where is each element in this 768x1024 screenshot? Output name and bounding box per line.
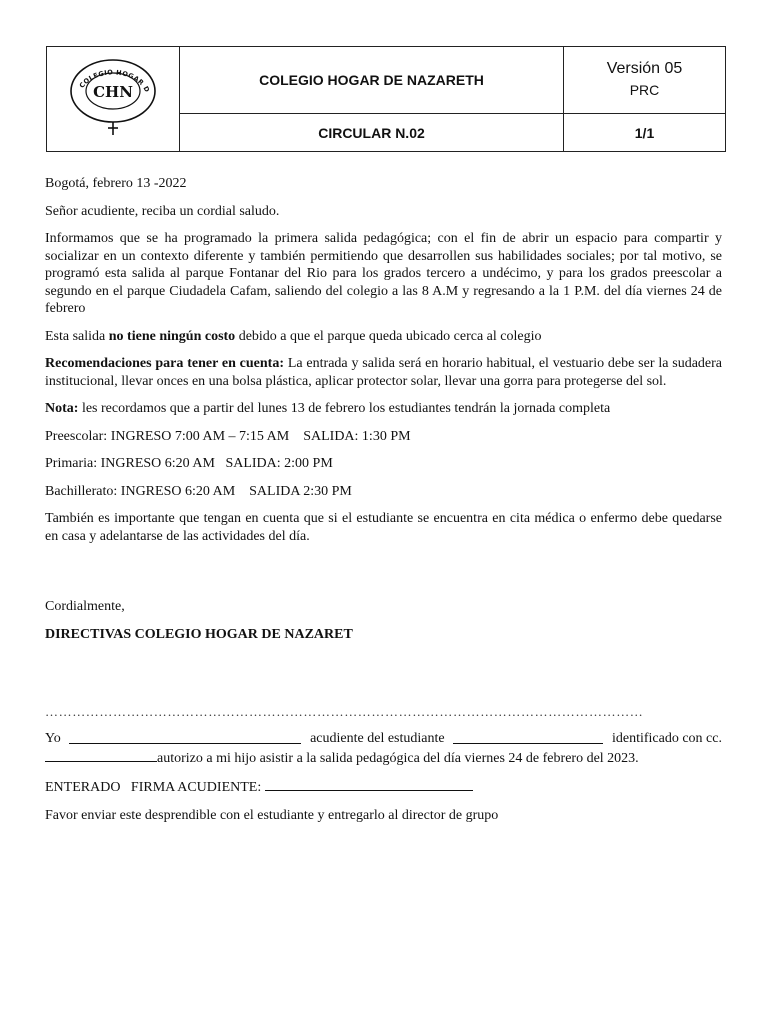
document-header xyxy=(46,46,726,152)
version-cell xyxy=(564,47,726,114)
guardian-signature-field[interactable] xyxy=(265,777,473,791)
version-label: Versión 05 xyxy=(606,60,683,77)
letter-paragraph-final: También es importante que tengan en cuenta que si el estudiante se encuentra en cita médica o enfermo debe quedarse en casa y adelantarse de las actividades del día. xyxy=(45,511,722,544)
student-name-field[interactable] xyxy=(453,730,603,744)
schedule-bachillerato: Bachillerato: INGRESO 6:20 AM SALIDA 2:30 PM xyxy=(45,483,352,499)
logo-ring-text: COLEGIO HOGAR D xyxy=(77,67,152,94)
school-title: COLEGIO HOGAR DE NAZARETH xyxy=(180,47,564,114)
cost-emphasis: no tiene ningún costo xyxy=(108,328,236,344)
letter-greeting: Señor acudiente, reciba un cordial saludo. xyxy=(45,203,280,219)
page-number: 1/1 xyxy=(564,114,726,152)
guardian-name-field[interactable] xyxy=(69,730,301,744)
schedule-preescolar: Preescolar: INGRESO 7:00 AM – 7:15 AM SALIDA: 1:30 PM xyxy=(45,428,411,444)
letter-signature: DIRECTIVAS COLEGIO HOGAR DE NAZARET xyxy=(45,626,353,642)
letter-paragraph-main: Informamos que se ha programado la primera salida pedagógica; con el fin de abrir un espacio para compartir y socializar en un contexto diferente y también permitiendo que desarrollen sus habilidades sociales; por tal motivo, se programó esta salida al parque Fontanar del Rio para los grados tercero a undécimo, y para los grados preescolar a segundo en el parque Ciudadela Cafam, saliendo del colegio a las 8 A.M y regresando a la 1 P.M. del día viernes 24 de febrero xyxy=(45,231,722,316)
signature-line: ENTERADO FIRMA ACUDIENTE: xyxy=(45,777,722,797)
schedule-primaria: Primaria: INGRESO 6:20 AM SALIDA: 2:00 PM xyxy=(45,456,333,471)
school-logo xyxy=(58,53,168,143)
letter-date: Bogotá, febrero 13 -2022 xyxy=(45,176,187,191)
logo-cell xyxy=(47,47,180,152)
note-heading: Nota: xyxy=(45,401,79,416)
document-code: PRC xyxy=(629,82,660,98)
tear-off-line: …………………………………………………………………………………………………………………… xyxy=(45,704,644,719)
circular-number: CIRCULAR N.02 xyxy=(180,114,564,152)
authorization-slip xyxy=(45,730,722,834)
id-number-field[interactable] xyxy=(45,748,157,762)
return-instructions: Favor enviar este desprendible con el estudiante y entregarlo al director de grupo xyxy=(45,807,499,823)
authorization-text: Yo acudiente del estudiante identificado con cc. autorizo a mi hijo asistir a la salida pedagógica del día viernes 24 de febrero del 2023. xyxy=(45,731,722,766)
letter-body xyxy=(45,175,722,653)
note-paragraph: Nota: les recordamos que a partir del lunes 13 de febrero los estudiantes tendrán la jornada completa xyxy=(45,401,611,416)
recommendations-paragraph: Recomendaciones para tener en cuenta: La entrada y salida será en horario habitual, el vestuario debe ser la sudadera institucional, llevar onces en una bolsa plástica, aplicar protector solar, llevar una gorra para protegerse del sol. xyxy=(45,356,723,389)
logo-monogram: CHN xyxy=(93,82,133,101)
cost-paragraph: Esta salida no tiene ningún costo debido a que el parque queda ubicado cerca al colegio xyxy=(45,328,542,344)
recommendations-heading: Recomendaciones para tener en cuenta: xyxy=(45,356,285,371)
letter-closing: Cordialmente, xyxy=(45,599,125,614)
